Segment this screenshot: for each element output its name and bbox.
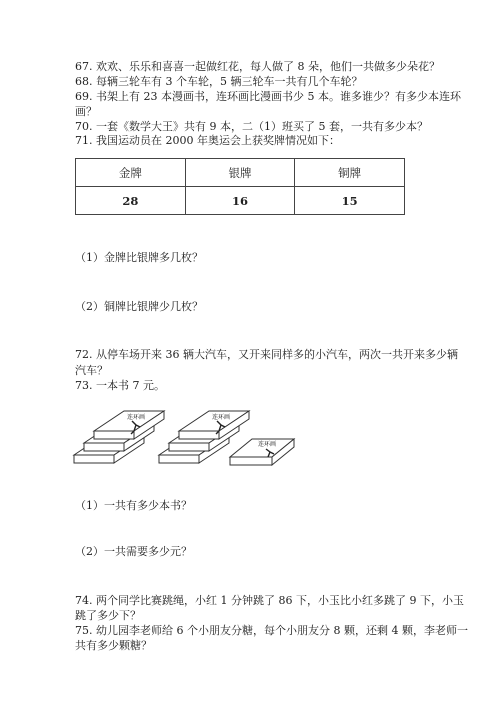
- problem-73-question-1: （1）一共有多少本书？: [75, 499, 192, 512]
- problem-67: 67. 欢欢、乐乐和喜喜一起做红花，每人做了 8 朵，他们一共做多少朵花？: [75, 60, 440, 73]
- problem-69-line1: 69. 书架上有 23 本漫画书，连环画比漫画书少 5 本。谁多谁少？有多少本连环: [75, 90, 461, 103]
- problem-74-line1: 74. 两个同学比赛跳绳，小红 1 分钟跳了 86 下，小玉比小红多跳了 9 下，小玉: [75, 594, 464, 607]
- problem-70: 70. 一套《数学大王》共有 9 本，二（1）班买了 5 套，一共有多少本？: [75, 120, 428, 133]
- problem-73: 73. 一本书 7 元。: [75, 379, 165, 392]
- problem-73-question-2: （2）一共需要多少元？: [75, 545, 192, 558]
- medal-header-silver: 银牌: [185, 159, 295, 187]
- problem-72-line2: 汽车？: [75, 364, 108, 377]
- medal-table: [75, 158, 405, 215]
- cover-label-right: 连环画: [258, 441, 277, 448]
- problem-74-line2: 跳了多少下？: [75, 609, 141, 622]
- problem-68: 68. 每辆三轮车有 3 个车轮，5 辆三轮车一共有几个车轮？: [75, 75, 363, 88]
- medal-value-silver: 16: [185, 187, 295, 215]
- book-stack-left: [74, 411, 164, 463]
- problem-71-question-1: （1）金牌比银牌多几枚？: [75, 251, 203, 264]
- cover-label-middle: 连环画: [212, 414, 231, 421]
- medal-table-header-row: [76, 159, 405, 187]
- problem-71-question-2: （2）铜牌比银牌少几枚？: [75, 300, 203, 313]
- medal-value-gold: 28: [76, 187, 186, 215]
- problem-75-line1: 75. 幼儿园李老师给 6 个小朋友分糖，每个小朋友分 8 颗，还剩 4 颗，李老师一: [75, 624, 468, 637]
- comic-books-illustration: [72, 405, 302, 475]
- problem-71: 71. 我国运动员在 2000 年奥运会上获奖牌情况如下：: [75, 134, 340, 147]
- medal-header-bronze: 铜牌: [295, 159, 405, 187]
- cover-label-left: 连环画: [127, 414, 146, 421]
- problem-72-line1: 72. 从停车场开来 36 辆大汽车，又开来同样多的小汽车，两次一共开来多少辆: [75, 348, 458, 361]
- medal-header-gold: 金牌: [76, 159, 186, 187]
- problem-69-line2: 画？: [75, 105, 97, 118]
- medal-table-value-row: [76, 187, 405, 215]
- medal-value-bronze: 15: [295, 187, 405, 215]
- problem-75-line2: 共有多少颗糖？: [75, 639, 152, 652]
